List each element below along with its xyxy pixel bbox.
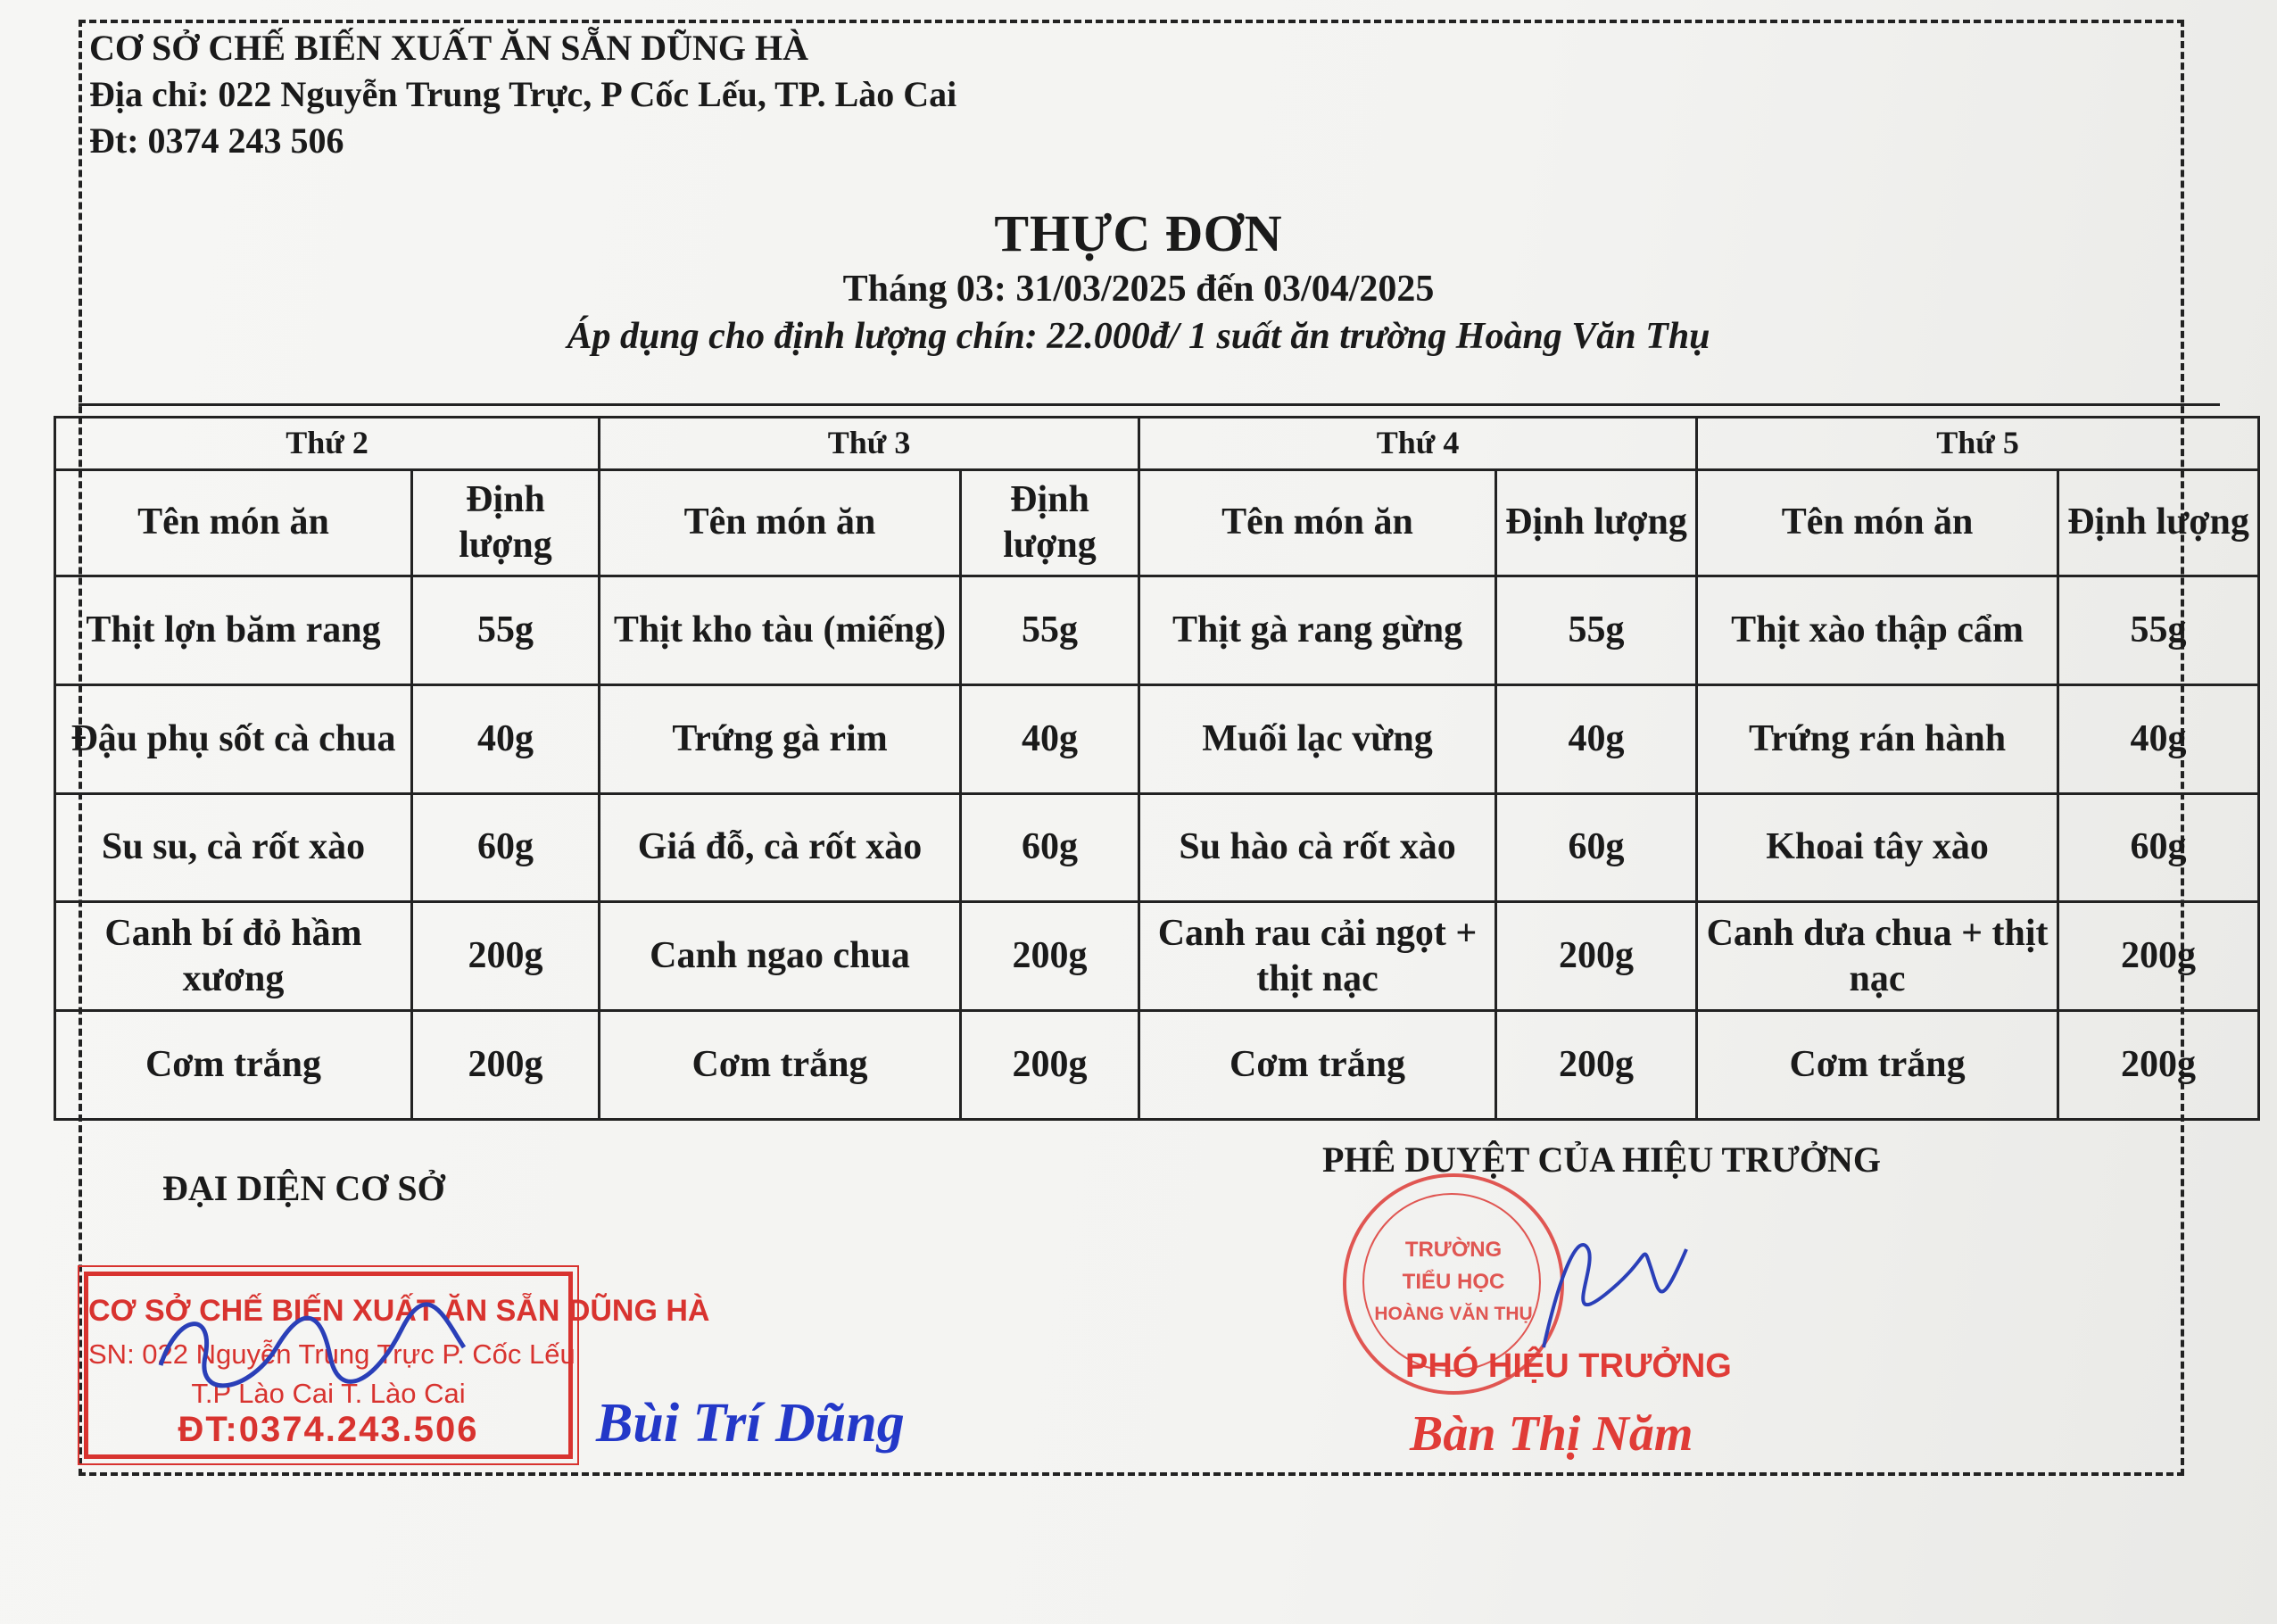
day-header: Thứ 4	[1139, 418, 1697, 470]
dish-cell: Su hào cà rốt xào	[1139, 793, 1496, 902]
dish-column-header: Tên món ăn	[1139, 470, 1496, 576]
quantity-cell: 60g	[2058, 793, 2259, 902]
quantity-cell: 60g	[412, 793, 600, 902]
dish-cell: Canh dưa chua + thịt nạc	[1697, 902, 2058, 1011]
day-header: Thứ 2	[55, 418, 600, 470]
dish-cell: Su su, cà rốt xào	[55, 793, 412, 902]
quantity-cell: 55g	[412, 576, 600, 685]
dish-cell: Thịt kho tàu (miếng)	[600, 576, 961, 685]
table-row	[55, 684, 2259, 793]
dish-column-header: Tên món ăn	[55, 470, 412, 576]
quantity-cell: 60g	[961, 793, 1139, 902]
quantity-cell: 200g	[2058, 1011, 2259, 1120]
quantity-cell: 200g	[961, 902, 1139, 1011]
dish-cell: Trứng gà rim	[600, 684, 961, 793]
quantity-column-header: Định lượng	[2058, 470, 2259, 576]
quantity-column-header: Định lượng	[1496, 470, 1697, 576]
dish-cell: Cơm trắng	[600, 1011, 961, 1120]
stamp-line: T.P Lào Cai T. Lào Cai	[191, 1378, 466, 1409]
vice-principal-title: PHÓ HIỆU TRƯỞNG	[1405, 1347, 1732, 1385]
quantity-column-header: Định lượng	[961, 470, 1139, 576]
quantity-cell: 200g	[2058, 902, 2259, 1011]
principal-signature-icon	[1508, 1214, 1713, 1365]
quantity-cell: 200g	[1496, 902, 1697, 1011]
company-name: CƠ SỞ CHẾ BIẾN XUẤT ĂN SẴN DŨNG HÀ	[89, 28, 809, 68]
representative-label: ĐẠI DIỆN CƠ SỞ	[162, 1168, 445, 1208]
quantity-cell: 40g	[961, 684, 1139, 793]
day-header: Thứ 3	[600, 418, 1139, 470]
vice-principal-name: Bàn Thị Năm	[1410, 1406, 1693, 1462]
company-phone: Đt: 0374 243 506	[89, 120, 344, 161]
seal-line: TIỂU HỌC	[1402, 1270, 1505, 1294]
dish-cell: Giá đỗ, cà rốt xào	[600, 793, 961, 902]
quantity-cell: 55g	[961, 576, 1139, 685]
day-header-row	[55, 418, 2259, 470]
quantity-cell: 55g	[1496, 576, 1697, 685]
dish-column-header: Tên món ăn	[600, 470, 961, 576]
dish-cell: Thịt xào thập cẩm	[1697, 576, 2058, 685]
page-title: THỰC ĐƠN	[994, 204, 1283, 262]
seal-line: TRƯỜNG	[1404, 1238, 1503, 1262]
stamp-line: SN: 022 Nguyễn Trung Trực P. Cốc Lếu	[88, 1338, 575, 1370]
dish-cell: Khoai tây xào	[1697, 793, 2058, 902]
dish-cell: Trứng rán hành	[1697, 684, 2058, 793]
stamp-line: ĐT:0374.243.506	[178, 1410, 479, 1449]
dish-cell: Đậu phụ sốt cà chua	[55, 684, 412, 793]
dish-cell: Canh bí đỏ hầm xương	[55, 902, 412, 1011]
dish-cell: Thịt lợn băm rang	[55, 576, 412, 685]
table-row	[55, 902, 2259, 1011]
dish-cell: Cơm trắng	[1139, 1011, 1496, 1120]
menu-table	[54, 416, 2260, 1121]
representative-name: Bùi Trí Dũng	[596, 1393, 905, 1454]
quantity-cell: 40g	[412, 684, 600, 793]
quantity-cell: 200g	[412, 902, 600, 1011]
quantity-cell: 200g	[1496, 1011, 1697, 1120]
table-row	[55, 1011, 2259, 1120]
day-header: Thứ 5	[1697, 418, 2259, 470]
menu-period: Tháng 03: 31/03/2025 đến 03/04/2025	[842, 269, 1435, 310]
dish-column-header: Tên món ăn	[1697, 470, 2058, 576]
approval-label: PHÊ DUYỆT CỦA HIỆU TRƯỞNG	[1322, 1139, 1882, 1180]
seal-line: HOÀNG VĂN THỤ	[1374, 1304, 1533, 1324]
quantity-cell: 40g	[1496, 684, 1697, 793]
dish-cell: Cơm trắng	[1697, 1011, 2058, 1120]
quantity-column-header: Định lượng	[412, 470, 600, 576]
header-divider	[79, 403, 2220, 406]
quantity-cell: 40g	[2058, 684, 2259, 793]
representative-signature-icon	[143, 1294, 482, 1410]
stamp-line: CƠ SỞ CHẾ BIẾN XUẤT ĂN SẴN DŨNG HÀ	[88, 1294, 710, 1328]
table-row	[55, 793, 2259, 902]
menu-note: Áp dụng cho định lượng chín: 22.000đ/ 1 suất ăn trường Hoàng Văn Thụ	[567, 316, 1710, 357]
quantity-cell: 200g	[412, 1011, 600, 1120]
quantity-cell: 60g	[1496, 793, 1697, 902]
dish-cell: Canh ngao chua	[600, 902, 961, 1011]
dish-cell: Canh rau cải ngọt + thịt nạc	[1139, 902, 1496, 1011]
dish-cell: Muối lạc vừng	[1139, 684, 1496, 793]
quantity-cell: 55g	[2058, 576, 2259, 685]
table-row	[55, 576, 2259, 685]
quantity-cell: 200g	[961, 1011, 1139, 1120]
column-header-row	[55, 470, 2259, 576]
dish-cell: Thịt gà rang gừng	[1139, 576, 1496, 685]
dish-cell: Cơm trắng	[55, 1011, 412, 1120]
company-address: Địa chỉ: 022 Nguyễn Trung Trực, P Cốc Lếu, TP. Lào Cai	[89, 74, 957, 114]
